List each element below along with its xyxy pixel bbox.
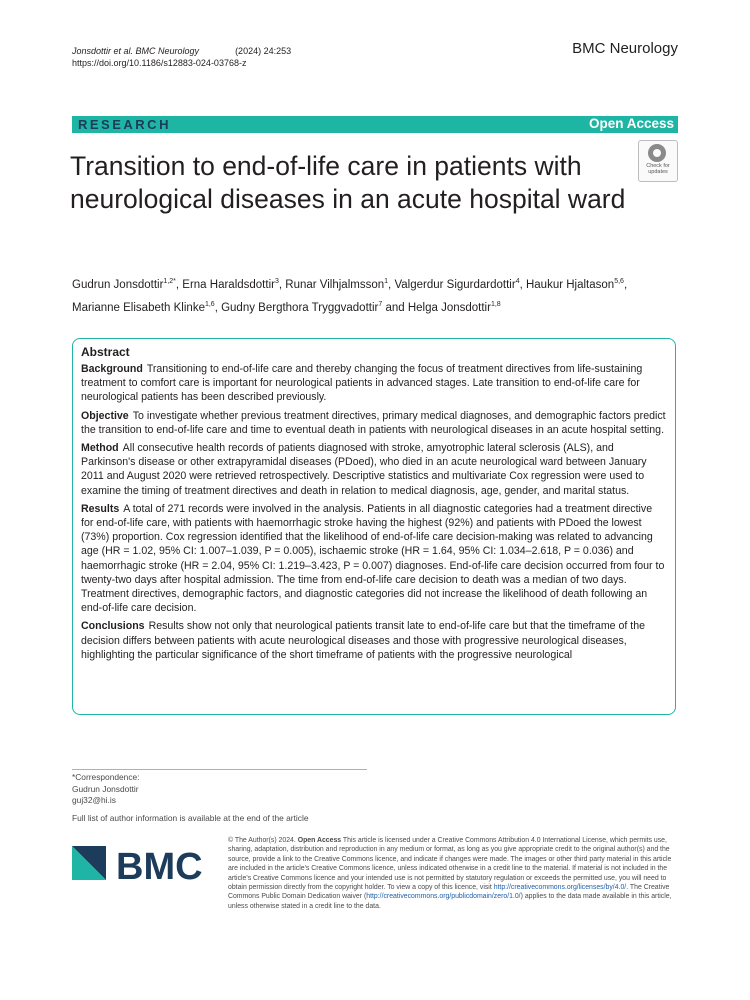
- author[interactable]: Helga Jonsdottir$^{1,8}$: [407, 300, 501, 314]
- abstract-results: Results A total of 271 records were involved in the analysis. Patients in all diagnostic categories had a treatment directive for end-of-life care, with patients with haemorrhagic stroke having the highest (92%) and patients with PDoed the lowest (73%) proportion. Cox regression identified that the likelihood of end-of-life care decision-making was related to advancing age (HR = 1.02, 95% CI: 1.007–1.039, P = 0.005), ischaemic stroke (HR = 1.64, 95% CI: 1.034–2.618, P = 0.036) and haemorrhagic stroke (HR = 2.04, 95% CI: 1.219–3.423, P = 0.007) diagnoses. End-of-life care decision occurred from four to twenty-two days after hospital admission. The time from end-of-life care decision to death was a median of two days. Treatment directives, demographic factors, and diagnostic categories did not increase the likelihood of death following an end-of-life care decision.: [81, 502, 665, 615]
- journal-name: BMC Neurology: [572, 40, 678, 57]
- abstract-objective: Objective To investigate whether previous treatment directives, primary medical diagnoses, and demographic factors predict the transition to end-of-life care and time to eventual death in patients with neurological diseases in an acute hospital setting.: [81, 409, 666, 436]
- footnote-divider: [72, 769, 367, 770]
- running-header: [72, 45, 291, 69]
- author-info-note: Full list of author information is available at the end of the article: [72, 813, 309, 823]
- author[interactable]: Gudny Bergthora Tryggvadottir$^7$: [221, 300, 383, 314]
- open-access-label: Open Access: [588, 116, 674, 131]
- author[interactable]: Runar Vilhjalmsson$^1$: [285, 278, 389, 291]
- abstract-conclusions: Conclusions Results show not only that neurological patients transit late to end-of-life care but that the timeframe of the decision differs between patients with acute neurological diseases and those with progressive neurological diseases, highlighting the particular significance of the short timeframe of patients with the progressive neurological: [81, 620, 645, 661]
- doi-link[interactable]: https://doi.org/10.1186/s12883-024-03768-z: [72, 58, 247, 68]
- correspondence-name: Gudrun Jonsdottir: [72, 783, 139, 794]
- bmc-logo[interactable]: [72, 846, 217, 886]
- abstract-heading: Abstract: [81, 345, 130, 359]
- citation-authors: Jonsdottir et al. BMC Neurology: [72, 46, 200, 56]
- author[interactable]: Haukur Hjaltason$^{5,6}$: [525, 278, 624, 291]
- check-for-updates-text: Check for updates: [646, 163, 670, 175]
- waiver-link[interactable]: http://creativecommons.org/publicdomain/zero/1.0/: [366, 893, 521, 901]
- license-link[interactable]: http://creativecommons.org/licenses/by/4.0/: [493, 884, 627, 892]
- correspondence-label: *Correspondence:: [72, 772, 140, 782]
- author[interactable]: Valgerdur Sigurdardottir$^4$: [394, 278, 520, 291]
- author[interactable]: Erna Haraldsdottir$^3$: [182, 278, 279, 291]
- abstract-background: Background Transitioning to end-of-life care and thereby changing the focus of treatment directives from life-sustaining treatment to comfort care is important for neurological patients in advanced stages. Late transition to end-of-life care for neurological patients has been described previously.: [81, 363, 643, 404]
- author-list: Gudrun Jonsdottir$^{1,2*}$, Erna Haraldsdottir$^3$, Runar Vilhjalmsson$^1$, Valgerdur Sigurdardottir$^4$, Haukur Hjaltason$^{5,6}$, Marianne Elisabeth Klinke$^{1,6}$, Gudny Bergthora Tryggvadottir$^7$ and Helga Jonsdottir$^{1,8}$: [72, 278, 628, 314]
- abstract-box: [72, 338, 676, 715]
- correspondence-email[interactable]: guj32@hi.is: [72, 795, 116, 805]
- license-text: © The Author(s) 2024. Open Access This article is licensed under a Creative Commons Attribution 4.0 International License, which permits use, sharing, adaptation, distribution and reproduction in any medium or format, as long as you give appropriate credit to the original author(s) and the source, provide a link to the Creative Commons licence, and indicate if changes were made. The images or other third party material in this article are included in the article's Creative Commons licence, unless indicated otherwise in a credit line to the material. If material is not included in the article's Creative Commons licence and your intended use is not permitted by statutory regulation or exceeds the permitted use, you will need to obtain permission directly from the copyright holder. To view a copy of this licence, visit http://creativecommons.org/licenses/by/4.0/. The Creative Commons Public Domain Dedication waiver (http://creativecommons.org/publicdomain/zero/1.0/) applies to the data made available in this article, unless otherwise stated in a credit line to the data.: [228, 837, 672, 910]
- author[interactable]: Gudrun Jonsdottir$^{1,2*}$: [72, 278, 176, 291]
- citation-line: [72, 45, 291, 57]
- correspondence-block: [72, 772, 140, 807]
- bmc-logo-icon: [72, 846, 217, 886]
- article-type-label: RESEARCH: [78, 117, 171, 132]
- check-for-updates-badge[interactable]: [638, 140, 678, 182]
- citation-year: (2024) 24:253: [235, 46, 292, 56]
- check-for-updates-icon: [648, 144, 666, 162]
- author[interactable]: Marianne Elisabeth Klinke$^{1,6}$: [72, 300, 215, 314]
- abstract-method: Method All consecutive health records of patients diagnosed with stroke, amyotrophic lateral sclerosis (ALS), and Parkinson's disease or other extrapyramidal diseases (PDoed), who died in an acute neurological ward between January 2011 and August 2020 were retrieved retrospectively. Descriptive statistics and multivariate Cox regression were used to examine the timing of treatment directives and death in relation to medical diagnosis, age, gender, and marital status.: [81, 442, 647, 497]
- article-title: Transition to end-of-life care in patients with neurological diseases in an acute hospital ward: [70, 151, 626, 214]
- article-type-bar: [72, 116, 678, 133]
- svg-text:BMC: BMC: [116, 846, 203, 886]
